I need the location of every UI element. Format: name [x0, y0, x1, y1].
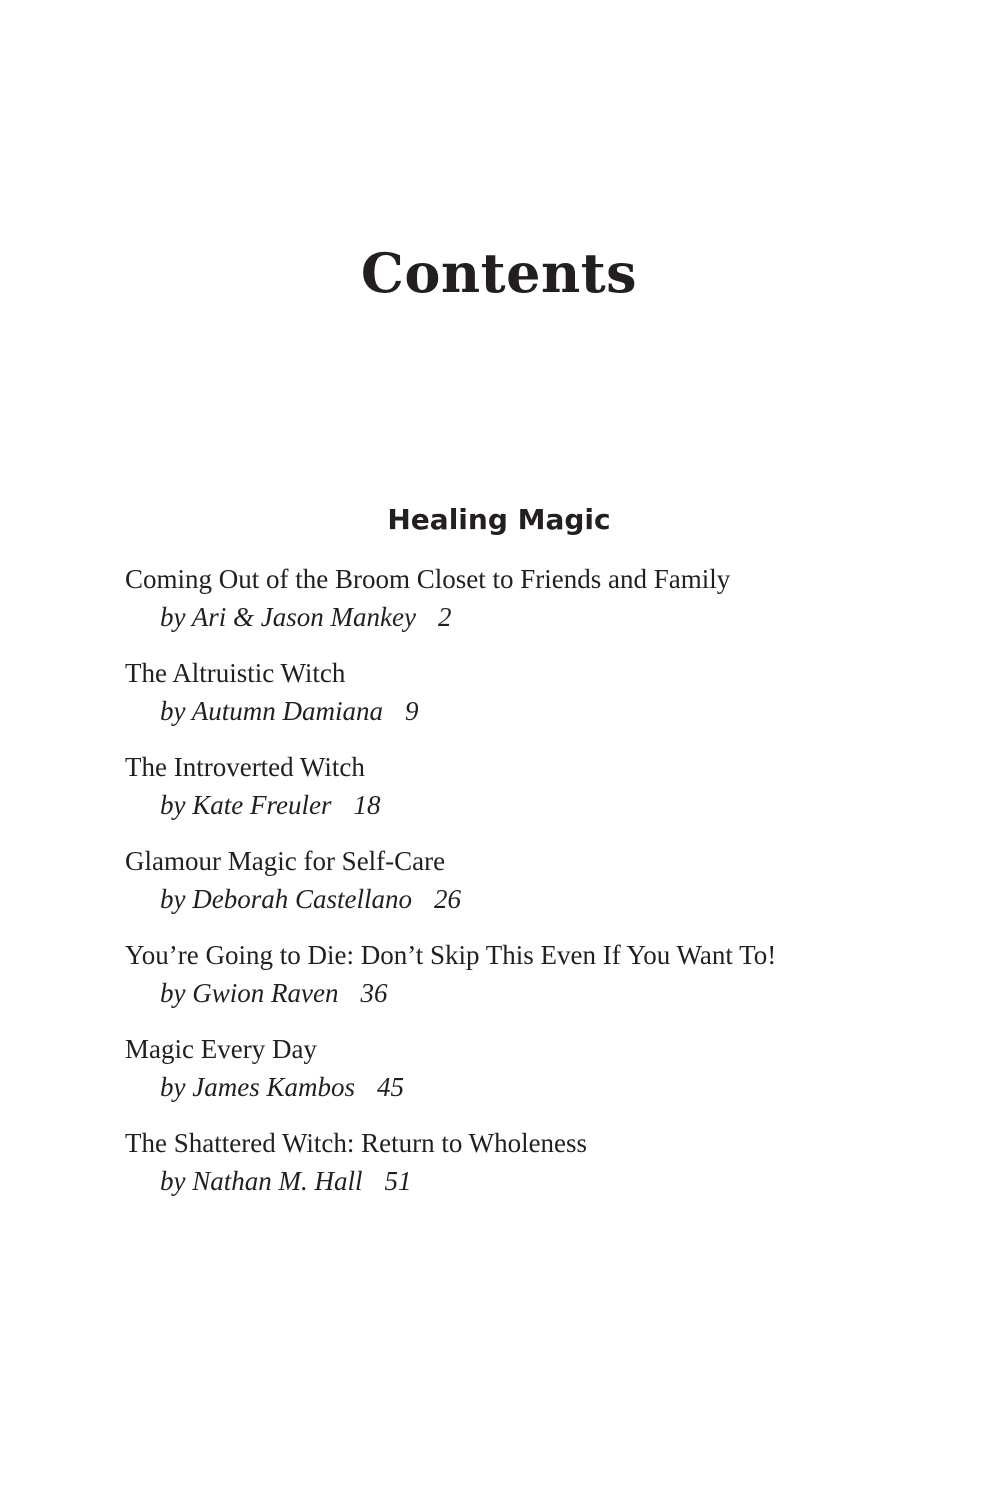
entry-meta — [125, 1162, 925, 1200]
entry-author: by Autumn Damiana — [160, 696, 383, 726]
entry-meta — [125, 1068, 925, 1106]
toc-entry-magic-every-day — [125, 1031, 925, 1125]
entry-author: by Gwion Raven — [160, 978, 339, 1008]
entry-page-number: 51 — [384, 1166, 412, 1196]
entry-author: by Deborah Castellano — [160, 884, 412, 914]
entry-title: Magic Every Day — [125, 1034, 317, 1064]
toc-entry-broom-closet — [125, 561, 925, 655]
toc-entry-glamour-magic — [125, 843, 925, 937]
toc-entry-shattered-witch — [125, 1125, 925, 1219]
entry-meta — [125, 786, 925, 824]
entry-meta — [125, 692, 925, 730]
entry-author: by Ari & Jason Mankey — [160, 602, 416, 632]
entry-page-number: 2 — [437, 602, 452, 632]
entry-page-number: 26 — [433, 884, 461, 914]
toc-entry-altruistic-witch — [125, 655, 925, 749]
entry-title: You’re Going to Die: Don’t Skip This Even If You Want To! — [125, 940, 777, 970]
entry-page-number: 45 — [376, 1072, 404, 1102]
section-title: Healing Magic — [387, 503, 611, 536]
entry-author: by Nathan M. Hall — [160, 1166, 363, 1196]
entry-title: The Shattered Witch: Return to Wholeness — [125, 1128, 588, 1158]
entry-meta — [125, 974, 925, 1012]
entry-title: The Introverted Witch — [125, 752, 365, 782]
entry-author: by Kate Freuler — [160, 790, 332, 820]
entry-page-number: 36 — [360, 978, 388, 1008]
entry-title: Coming Out of the Broom Closet to Friends and Family — [125, 564, 731, 594]
entry-title: Glamour Magic for Self-Care — [125, 846, 446, 876]
toc-entry-introverted-witch — [125, 749, 925, 843]
entry-meta — [125, 880, 925, 918]
toc-entry-going-to-die — [125, 937, 925, 1031]
entry-title: The Altruistic Witch — [125, 658, 346, 688]
table-of-contents — [125, 561, 925, 1219]
entry-page-number: 9 — [405, 696, 419, 726]
entry-page-number: 18 — [353, 790, 381, 820]
page-title: Contents — [360, 241, 638, 305]
entry-meta — [125, 598, 925, 636]
entry-author: by James Kambos — [160, 1072, 355, 1102]
